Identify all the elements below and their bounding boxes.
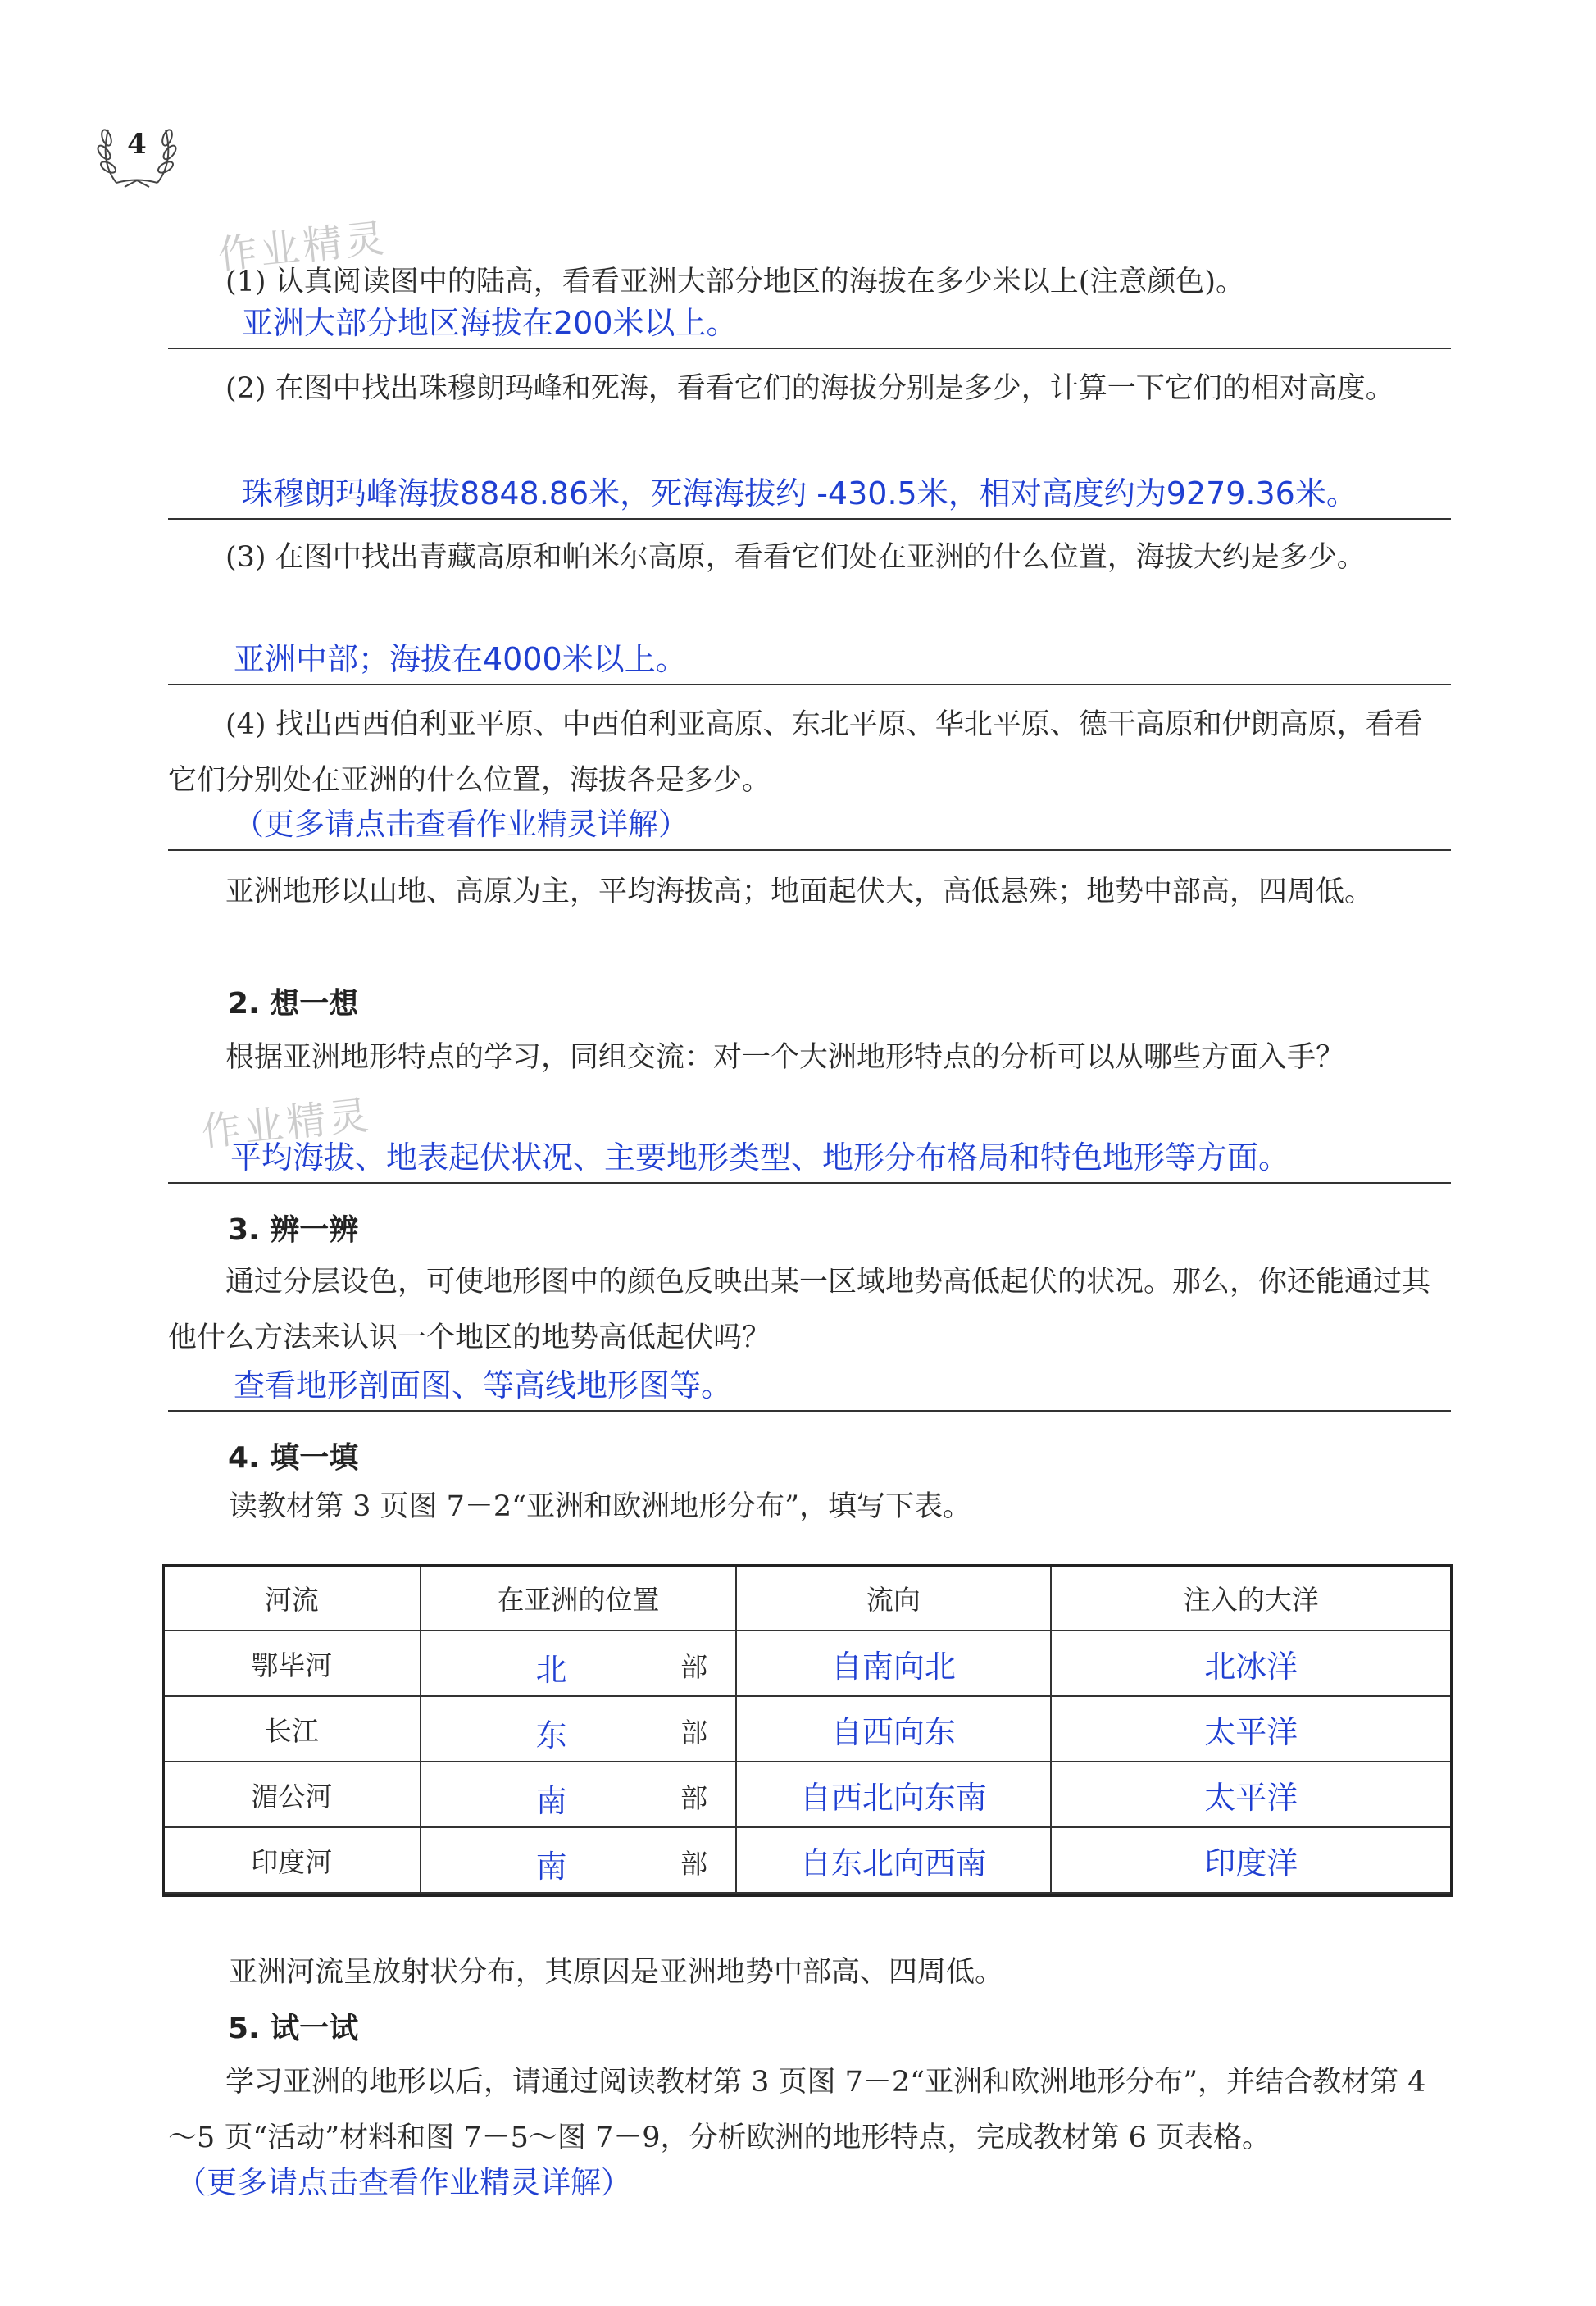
- summary-text: 亚洲地形以山地、高原为主，平均海拔高；地面起伏大，高低悬殊；地势中部高，四周低。: [225, 876, 1374, 908]
- section-4-conclusion: 亚洲河流呈放射状分布，其原因是亚洲地势中部高、四周低。: [229, 1956, 1004, 1989]
- river-name: 鄂毕河: [163, 1631, 421, 1696]
- position-value: 北: [535, 1652, 567, 1688]
- position-value: 南: [535, 1783, 567, 1819]
- direction-value: 自西北向东南: [736, 1762, 1051, 1827]
- river-name: 印度河: [163, 1827, 421, 1893]
- position-unit: 部: [680, 1848, 708, 1880]
- table-row: [163, 1631, 1452, 1696]
- answer-2: 珠穆朗玛峰海拔8848.86米，死海海拔约 -430.5米，相对高度约为9279.36米。: [168, 469, 1451, 520]
- answer-1: 亚洲大部分地区海拔在200米以上。: [168, 298, 1451, 349]
- section-4-heading: 4. 填一填: [228, 1441, 359, 1475]
- question-3: (3) 在图中找出青藏高原和帕米尔高原，看看它们处在亚洲的什么位置，海拔大约是多少。: [225, 541, 1366, 574]
- position-value: 东: [535, 1717, 567, 1753]
- section-3-answer: 查看地形剖面图、等高线地形图等。: [168, 1361, 1451, 1412]
- direction-value: 自东北向西南: [736, 1827, 1051, 1893]
- ocean-value: 北冰洋: [1051, 1631, 1452, 1696]
- position-cell: [421, 1631, 737, 1696]
- more-details-link[interactable]: （更多请点击查看作业精灵详解）: [176, 2165, 631, 2200]
- header-ocean: 注入的大洋: [1051, 1565, 1452, 1631]
- position-cell: [421, 1827, 737, 1893]
- direction-value: 自西向东: [736, 1696, 1051, 1762]
- position-cell: [421, 1762, 737, 1827]
- table-header-row: [163, 1565, 1452, 1631]
- ocean-value: 印度洋: [1051, 1827, 1452, 1893]
- rivers-table: [162, 1564, 1453, 1894]
- watermark: 作业精灵: [216, 215, 390, 279]
- question-2: (2) 在图中找出珠穆朗玛峰和死海，看看它们的海拔分别是多少，计算一下它们的相对高度。: [225, 372, 1394, 405]
- position-value: 南: [535, 1849, 567, 1885]
- question-1: (1) 认真阅读图中的陆高，看看亚洲大部分地区的海拔在多少米以上(注意颜色)。: [225, 266, 1245, 298]
- header-position: 在亚洲的位置: [421, 1565, 737, 1631]
- river-name: 长江: [163, 1696, 421, 1762]
- section-2-question: 根据亚洲地形特点的学习，同组交流：对一个大洲地形特点的分析可以从哪些方面入手？: [225, 1041, 1345, 1074]
- ocean-value: 太平洋: [1051, 1696, 1452, 1762]
- answer-4-more-link[interactable]: （更多请点击查看作业精灵详解）: [168, 800, 1451, 851]
- section-2-answer: 平均海拔、地表起伏状况、主要地形类型、地形分布格局和特色地形等方面。: [168, 1133, 1451, 1184]
- position-unit: 部: [680, 1651, 708, 1683]
- section-5-heading: 5. 试一试: [228, 2012, 359, 2045]
- table-row: [163, 1827, 1452, 1893]
- header-river: 河流: [163, 1565, 421, 1631]
- section-5-question: 学习亚洲的地形以后，请通过阅读教材第 3 页图 7－2“亚洲和欧洲地形分布”，并结合教材第 4～5 页“活动”材料和图 7－5～图 7－9，分析欧洲的地形特点，完成教材第 6 页表格。: [168, 2066, 1426, 2154]
- position-cell: [421, 1696, 737, 1762]
- section-3-question: 通过分层设色，可使地形图中的颜色反映出某一区域地势高低起伏的状况。那么，你还能通过其他什么方法来认识一个地区的地势高低起伏吗？: [168, 1266, 1431, 1354]
- watermark: 作业精灵: [199, 1092, 374, 1156]
- header-direction: 流向: [736, 1565, 1051, 1631]
- ocean-value: 太平洋: [1051, 1762, 1452, 1827]
- page-number-badge: [92, 105, 182, 195]
- section-4-instruction: 读教材第 3 页图 7－2“亚洲和欧洲地形分布”，填写下表。: [229, 1490, 971, 1523]
- table-row: [163, 1762, 1452, 1827]
- river-name: 湄公河: [163, 1762, 421, 1827]
- section-2-heading: 2. 想一想: [228, 987, 359, 1021]
- position-unit: 部: [680, 1782, 708, 1814]
- direction-value: 自南向北: [736, 1631, 1051, 1696]
- table-row: [163, 1696, 1452, 1762]
- question-4: (4) 找出西西伯利亚平原、中西伯利亚高原、东北平原、华北平原、德干高原和伊朗高原，看看它们分别处在亚洲的什么位置，海拔各是多少。: [168, 708, 1423, 797]
- position-unit: 部: [680, 1717, 708, 1749]
- page-number: 4: [127, 128, 147, 161]
- section-3-heading: 3. 辨一辨: [228, 1213, 359, 1247]
- answer-3: 亚洲中部；海拔在4000米以上。: [168, 634, 1451, 685]
